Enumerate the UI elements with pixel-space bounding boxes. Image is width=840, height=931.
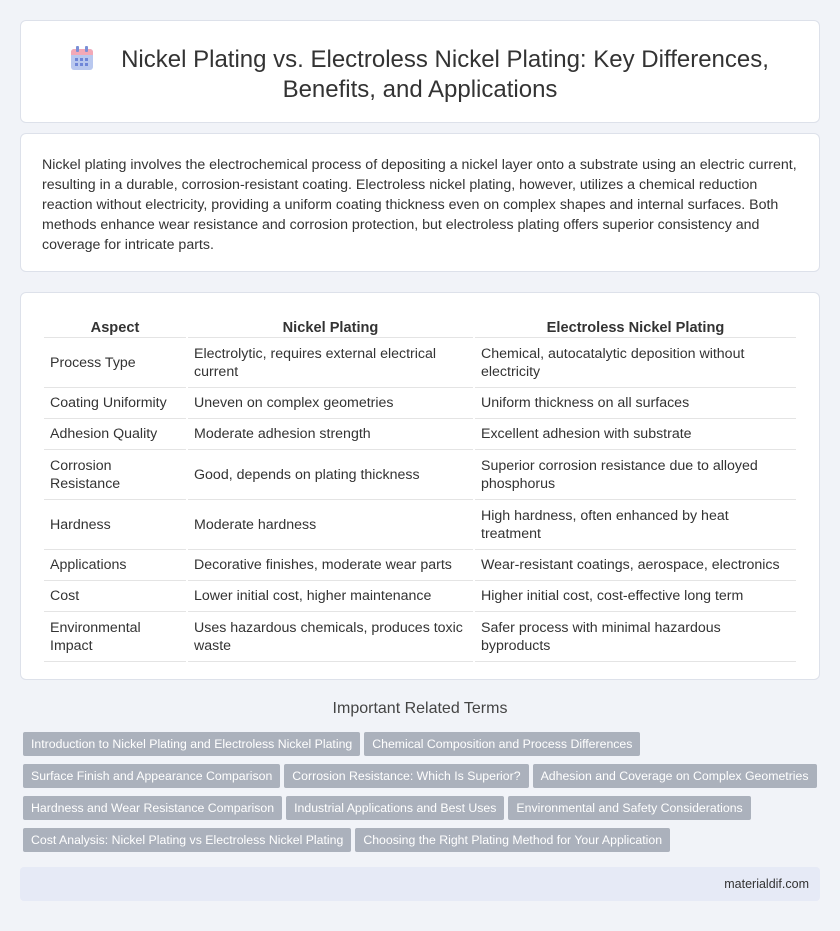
- table-cell: Decorative finishes, moderate wear parts: [188, 550, 473, 581]
- title-card: [20, 20, 820, 123]
- table-row: [44, 612, 796, 662]
- table-cell: Environmental Impact: [44, 612, 186, 662]
- table-row: [44, 388, 796, 419]
- table-cell: Process Type: [44, 338, 186, 388]
- table-row: [44, 550, 796, 581]
- related-term-tag[interactable]: Chemical Composition and Process Differences: [364, 732, 640, 756]
- table-cell: Moderate adhesion strength: [188, 419, 473, 450]
- table-row: [44, 450, 796, 500]
- table-cell: Uneven on complex geometries: [188, 388, 473, 419]
- table-cell: Wear-resistant coatings, aerospace, electronics: [475, 550, 796, 581]
- related-term-tag[interactable]: Corrosion Resistance: Which Is Superior?: [284, 764, 528, 788]
- page-title-line1: Nickel Plating vs. Electroless Nickel Plating: Key Differences,: [121, 46, 769, 73]
- table-row: [44, 581, 796, 612]
- column-header-electroless-nickel-plating: Electroless Nickel Plating: [475, 316, 796, 338]
- table-cell: Electrolytic, requires external electrical current: [188, 338, 473, 388]
- intro-card: [20, 133, 820, 272]
- calendar-icon: [71, 46, 93, 70]
- related-term-tag[interactable]: Introduction to Nickel Plating and Electroless Nickel Plating: [23, 732, 360, 756]
- comparison-card: [20, 292, 820, 680]
- related-term-tag[interactable]: Surface Finish and Appearance Comparison: [23, 764, 280, 788]
- table-row: [44, 500, 796, 550]
- table-cell: Lower initial cost, higher maintenance: [188, 581, 473, 612]
- table-cell: Higher initial cost, cost-effective long term: [475, 581, 796, 612]
- page-title-line2: Benefits, and Applications: [282, 76, 558, 103]
- table-cell: Cost: [44, 581, 186, 612]
- comparison-table: [42, 316, 798, 662]
- table-cell: Uniform thickness on all surfaces: [475, 388, 796, 419]
- related-term-tag[interactable]: Environmental and Safety Considerations: [508, 796, 750, 820]
- related-term-tag[interactable]: Adhesion and Coverage on Complex Geometries: [533, 764, 817, 788]
- related-terms-heading: Important Related Terms: [332, 700, 508, 717]
- table-cell: Uses hazardous chemicals, produces toxic waste: [188, 612, 473, 662]
- intro-paragraph: Nickel plating involves the electrochemical process of depositing a nickel layer onto a substrate using an electric current, resulting in a durable, corrosion-resistant coating. Electroless nickel plating, however, utilizes a chemical reduction reaction without electricity, providing a uniform coating thickness even on complex shapes and internal surfaces. Both methods enhance wear resistance and corrosion protection, but electroless plating offers superior consistency and coverage for intricate parts.: [42, 157, 797, 253]
- table-cell: High hardness, often enhanced by heat treatment: [475, 500, 796, 550]
- footer-site-link[interactable]: materialdif.com: [724, 877, 809, 891]
- table-cell: Corrosion Resistance: [44, 450, 186, 500]
- table-cell: Adhesion Quality: [44, 419, 186, 450]
- table-cell: Coating Uniformity: [44, 388, 186, 419]
- related-terms-list: [23, 732, 823, 860]
- table-row: [44, 419, 796, 450]
- table-cell: Applications: [44, 550, 186, 581]
- table-header-row: [44, 316, 796, 338]
- related-term-tag[interactable]: Hardness and Wear Resistance Comparison: [23, 796, 282, 820]
- column-header-aspect: Aspect: [44, 316, 186, 338]
- table-row: [44, 338, 796, 388]
- table-cell: Excellent adhesion with substrate: [475, 419, 796, 450]
- related-term-tag[interactable]: Industrial Applications and Best Uses: [286, 796, 504, 820]
- table-cell: Chemical, autocatalytic deposition without electricity: [475, 338, 796, 388]
- table-cell: Hardness: [44, 500, 186, 550]
- table-cell: Moderate hardness: [188, 500, 473, 550]
- table-cell: Safer process with minimal hazardous byproducts: [475, 612, 796, 662]
- related-term-tag[interactable]: Cost Analysis: Nickel Plating vs Electroless Nickel Plating: [23, 828, 351, 852]
- column-header-nickel-plating: Nickel Plating: [188, 316, 473, 338]
- page-title: [21, 45, 819, 105]
- footer: [20, 867, 820, 901]
- related-term-tag[interactable]: Choosing the Right Plating Method for Your Application: [355, 828, 670, 852]
- table-cell: Superior corrosion resistance due to alloyed phosphorus: [475, 450, 796, 500]
- table-cell: Good, depends on plating thickness: [188, 450, 473, 500]
